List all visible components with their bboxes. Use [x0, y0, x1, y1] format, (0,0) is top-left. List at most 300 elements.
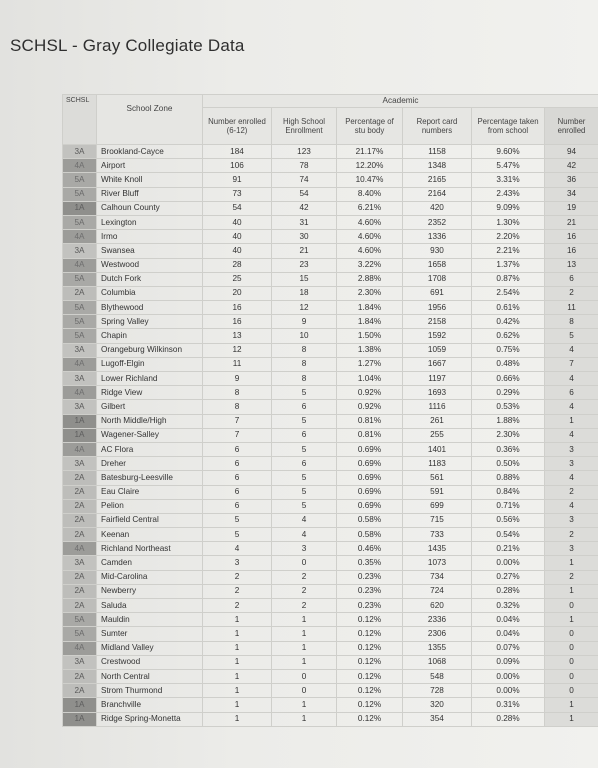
class-cell: 3A: [63, 556, 97, 570]
class-cell: 5A: [63, 315, 97, 329]
hs-enrollment-cell: 3: [272, 542, 337, 556]
school-zone-cell: White Knoll: [97, 173, 203, 187]
percentage-taken-cell: 0.54%: [472, 528, 545, 542]
hs-enrollment-cell: 1: [272, 613, 337, 627]
hs-enrollment-cell: 78: [272, 159, 337, 173]
hs-enrollment-cell: 1: [272, 641, 337, 655]
number-enrolled-cell: 0: [545, 599, 598, 613]
header-high-school-enrollment: High School Enrollment: [272, 108, 337, 145]
number-enrolled-cell: 1: [545, 698, 598, 712]
enrolled-cell: 40: [203, 230, 272, 244]
number-enrolled-cell: 16: [545, 230, 598, 244]
school-zone-cell: Fairfield Central: [97, 513, 203, 527]
school-zone-cell: Westwood: [97, 258, 203, 272]
hs-enrollment-cell: 9: [272, 315, 337, 329]
school-zone-cell: Midland Valley: [97, 641, 203, 655]
number-enrolled-cell: 8: [545, 315, 598, 329]
table-row: [63, 542, 598, 556]
percentage-cell: 0.12%: [337, 613, 403, 627]
class-cell: 2A: [63, 485, 97, 499]
table-row: [63, 457, 598, 471]
school-zone-cell: Mauldin: [97, 613, 203, 627]
enrolled-cell: 1: [203, 712, 272, 726]
report-card-cell: 2306: [403, 627, 472, 641]
class-cell: 2A: [63, 684, 97, 698]
hs-enrollment-cell: 6: [272, 400, 337, 414]
percentage-cell: 0.12%: [337, 698, 403, 712]
percentage-taken-cell: 5.47%: [472, 159, 545, 173]
percentage-cell: 0.69%: [337, 442, 403, 456]
percentage-taken-cell: 2.20%: [472, 230, 545, 244]
report-card-cell: 2352: [403, 215, 472, 229]
enrolled-cell: 2: [203, 584, 272, 598]
class-cell: 2A: [63, 599, 97, 613]
percentage-taken-cell: 0.00%: [472, 556, 545, 570]
percentage-cell: 21.17%: [337, 145, 403, 159]
table-row: [63, 201, 598, 215]
report-card-cell: 561: [403, 471, 472, 485]
hs-enrollment-cell: 2: [272, 570, 337, 584]
percentage-taken-cell: 0.61%: [472, 301, 545, 315]
header-percentage-of-stu-body: Percentage of stu body: [337, 108, 403, 145]
percentage-taken-cell: 0.84%: [472, 485, 545, 499]
percentage-cell: 0.23%: [337, 584, 403, 598]
table-row: [63, 698, 598, 712]
percentage-taken-cell: 2.30%: [472, 428, 545, 442]
table-row: [63, 400, 598, 414]
number-enrolled-cell: 3: [545, 442, 598, 456]
report-card-cell: 420: [403, 201, 472, 215]
percentage-cell: 1.04%: [337, 372, 403, 386]
class-cell: 5A: [63, 215, 97, 229]
number-enrolled-cell: 2: [545, 528, 598, 542]
percentage-cell: 3.22%: [337, 258, 403, 272]
percentage-cell: 0.69%: [337, 471, 403, 485]
class-cell: 4A: [63, 159, 97, 173]
hs-enrollment-cell: 12: [272, 301, 337, 315]
number-enrolled-cell: 0: [545, 641, 598, 655]
enrolled-cell: 1: [203, 655, 272, 669]
school-zone-cell: Wagener-Salley: [97, 428, 203, 442]
class-cell: 5A: [63, 272, 97, 286]
enrolled-cell: 184: [203, 145, 272, 159]
table-row: [63, 471, 598, 485]
school-zone-cell: Branchville: [97, 698, 203, 712]
enrolled-cell: 9: [203, 372, 272, 386]
number-enrolled-cell: 94: [545, 145, 598, 159]
enrolled-cell: 16: [203, 301, 272, 315]
number-enrolled-cell: 2: [545, 570, 598, 584]
report-card-cell: 548: [403, 669, 472, 683]
percentage-taken-cell: 0.32%: [472, 599, 545, 613]
class-cell: 1A: [63, 698, 97, 712]
percentage-taken-cell: 0.88%: [472, 471, 545, 485]
hs-enrollment-cell: 1: [272, 627, 337, 641]
number-enrolled-cell: 16: [545, 244, 598, 258]
percentage-cell: 4.60%: [337, 244, 403, 258]
percentage-taken-cell: 0.48%: [472, 357, 545, 371]
table-row: [63, 258, 598, 272]
table-row: [63, 145, 598, 159]
percentage-cell: 10.47%: [337, 173, 403, 187]
enrolled-cell: 6: [203, 442, 272, 456]
hs-enrollment-cell: 4: [272, 528, 337, 542]
hs-enrollment-cell: 8: [272, 357, 337, 371]
report-card-cell: 1956: [403, 301, 472, 315]
header-academic: Academic: [203, 95, 598, 108]
number-enrolled-cell: 21: [545, 215, 598, 229]
school-zone-cell: Orangeburg Wilkinson: [97, 343, 203, 357]
school-zone-cell: Strom Thurmond: [97, 684, 203, 698]
table-row: [63, 655, 598, 669]
number-enrolled-cell: 4: [545, 471, 598, 485]
percentage-taken-cell: 0.21%: [472, 542, 545, 556]
percentage-taken-cell: 0.04%: [472, 613, 545, 627]
report-card-cell: 728: [403, 684, 472, 698]
header-school-zone: School Zone: [97, 95, 203, 145]
table-row: [63, 712, 598, 726]
class-cell: 4A: [63, 258, 97, 272]
school-zone-cell: Ridge Spring-Monetta: [97, 712, 203, 726]
hs-enrollment-cell: 8: [272, 372, 337, 386]
percentage-cell: 0.81%: [337, 414, 403, 428]
hs-enrollment-cell: 74: [272, 173, 337, 187]
enrolled-cell: 25: [203, 272, 272, 286]
table-row: [63, 301, 598, 315]
report-card-cell: 2165: [403, 173, 472, 187]
number-enrolled-cell: 4: [545, 428, 598, 442]
percentage-taken-cell: 0.53%: [472, 400, 545, 414]
percentage-taken-cell: 0.36%: [472, 442, 545, 456]
school-zone-cell: AC Flora: [97, 442, 203, 456]
percentage-cell: 4.60%: [337, 230, 403, 244]
report-card-cell: 699: [403, 499, 472, 513]
school-zone-cell: Mid-Carolina: [97, 570, 203, 584]
report-card-cell: 1116: [403, 400, 472, 414]
enrolled-cell: 1: [203, 613, 272, 627]
report-card-cell: 255: [403, 428, 472, 442]
number-enrolled-cell: 1: [545, 712, 598, 726]
enrolled-cell: 5: [203, 528, 272, 542]
enrolled-cell: 3: [203, 556, 272, 570]
enrolled-cell: 7: [203, 428, 272, 442]
school-zone-cell: Columbia: [97, 286, 203, 300]
enrolled-cell: 54: [203, 201, 272, 215]
report-card-cell: 2158: [403, 315, 472, 329]
report-card-cell: 261: [403, 414, 472, 428]
table-row: [63, 499, 598, 513]
enrolled-cell: 40: [203, 215, 272, 229]
number-enrolled-cell: 0: [545, 655, 598, 669]
hs-enrollment-cell: 6: [272, 457, 337, 471]
hs-enrollment-cell: 5: [272, 471, 337, 485]
class-cell: 2A: [63, 669, 97, 683]
enrolled-cell: 1: [203, 698, 272, 712]
header-number-enrolled-6-12: Number enrolled (6-12): [203, 108, 272, 145]
percentage-cell: 6.21%: [337, 201, 403, 215]
report-card-cell: 1059: [403, 343, 472, 357]
class-cell: 5A: [63, 173, 97, 187]
enrolled-cell: 40: [203, 244, 272, 258]
enrolled-cell: 2: [203, 599, 272, 613]
report-card-cell: 1355: [403, 641, 472, 655]
enrolled-cell: 4: [203, 542, 272, 556]
enrolled-cell: 6: [203, 457, 272, 471]
number-enrolled-cell: 5: [545, 329, 598, 343]
hs-enrollment-cell: 5: [272, 442, 337, 456]
percentage-cell: 1.84%: [337, 315, 403, 329]
report-card-cell: 320: [403, 698, 472, 712]
percentage-taken-cell: 0.62%: [472, 329, 545, 343]
report-card-cell: 1073: [403, 556, 472, 570]
table-row: [63, 372, 598, 386]
school-zone-cell: Irmo: [97, 230, 203, 244]
number-enrolled-cell: 3: [545, 542, 598, 556]
number-enrolled-cell: 1: [545, 613, 598, 627]
percentage-taken-cell: 0.27%: [472, 570, 545, 584]
hs-enrollment-cell: 18: [272, 286, 337, 300]
school-zone-cell: Newberry: [97, 584, 203, 598]
class-cell: 2A: [63, 570, 97, 584]
class-cell: 3A: [63, 343, 97, 357]
percentage-cell: 0.81%: [337, 428, 403, 442]
number-enrolled-cell: 4: [545, 499, 598, 513]
percentage-taken-cell: 0.00%: [472, 669, 545, 683]
class-cell: 4A: [63, 442, 97, 456]
school-zone-cell: Blythewood: [97, 301, 203, 315]
percentage-cell: 2.30%: [337, 286, 403, 300]
percentage-cell: 0.69%: [337, 485, 403, 499]
hs-enrollment-cell: 5: [272, 485, 337, 499]
percentage-cell: 1.38%: [337, 343, 403, 357]
percentage-taken-cell: 0.87%: [472, 272, 545, 286]
enrolled-cell: 1: [203, 669, 272, 683]
enrolled-cell: 11: [203, 357, 272, 371]
class-cell: 1A: [63, 428, 97, 442]
percentage-cell: 1.50%: [337, 329, 403, 343]
percentage-cell: 0.69%: [337, 499, 403, 513]
table-row: [63, 641, 598, 655]
report-card-cell: 354: [403, 712, 472, 726]
school-zone-cell: Brookland-Cayce: [97, 145, 203, 159]
class-cell: 2A: [63, 528, 97, 542]
hs-enrollment-cell: 5: [272, 499, 337, 513]
class-cell: 4A: [63, 357, 97, 371]
class-cell: 2A: [63, 499, 97, 513]
percentage-taken-cell: 0.28%: [472, 584, 545, 598]
percentage-taken-cell: 0.71%: [472, 499, 545, 513]
number-enrolled-cell: 34: [545, 187, 598, 201]
school-zone-cell: Airport: [97, 159, 203, 173]
report-card-cell: 734: [403, 570, 472, 584]
table-row: [63, 244, 598, 258]
hs-enrollment-cell: 4: [272, 513, 337, 527]
number-enrolled-cell: 4: [545, 343, 598, 357]
number-enrolled-cell: 6: [545, 386, 598, 400]
hs-enrollment-cell: 1: [272, 698, 337, 712]
school-zone-cell: Richland Northeast: [97, 542, 203, 556]
school-zone-cell: Dutch Fork: [97, 272, 203, 286]
class-cell: 2A: [63, 286, 97, 300]
enrolled-cell: 5: [203, 513, 272, 527]
number-enrolled-cell: 7: [545, 357, 598, 371]
percentage-taken-cell: 1.88%: [472, 414, 545, 428]
percentage-taken-cell: 2.54%: [472, 286, 545, 300]
enrolled-cell: 2: [203, 570, 272, 584]
percentage-cell: 0.46%: [337, 542, 403, 556]
number-enrolled-cell: 2: [545, 286, 598, 300]
number-enrolled-cell: 1: [545, 556, 598, 570]
hs-enrollment-cell: 8: [272, 343, 337, 357]
percentage-taken-cell: 9.09%: [472, 201, 545, 215]
percentage-cell: 0.12%: [337, 684, 403, 698]
table-row: [63, 272, 598, 286]
number-enrolled-cell: 0: [545, 669, 598, 683]
hs-enrollment-cell: 21: [272, 244, 337, 258]
report-card-cell: 1435: [403, 542, 472, 556]
percentage-cell: 0.12%: [337, 641, 403, 655]
report-card-cell: 1401: [403, 442, 472, 456]
table-row: [63, 627, 598, 641]
enrolled-cell: 8: [203, 400, 272, 414]
percentage-taken-cell: 0.28%: [472, 712, 545, 726]
hs-enrollment-cell: 0: [272, 669, 337, 683]
hs-enrollment-cell: 10: [272, 329, 337, 343]
hs-enrollment-cell: 0: [272, 684, 337, 698]
enrolled-cell: 91: [203, 173, 272, 187]
class-cell: 2A: [63, 471, 97, 485]
table-row: [63, 599, 598, 613]
hs-enrollment-cell: 123: [272, 145, 337, 159]
table-row: [63, 442, 598, 456]
number-enrolled-cell: 0: [545, 684, 598, 698]
percentage-taken-cell: 0.04%: [472, 627, 545, 641]
school-zone-cell: Crestwood: [97, 655, 203, 669]
percentage-cell: 8.40%: [337, 187, 403, 201]
page-title: SCHSL - Gray Collegiate Data: [10, 36, 245, 55]
percentage-taken-cell: 9.60%: [472, 145, 545, 159]
class-cell: 3A: [63, 372, 97, 386]
hs-enrollment-cell: 2: [272, 584, 337, 598]
table-row: [63, 485, 598, 499]
percentage-cell: 1.27%: [337, 357, 403, 371]
table-row: [63, 428, 598, 442]
percentage-taken-cell: 0.56%: [472, 513, 545, 527]
class-cell: 4A: [63, 386, 97, 400]
percentage-taken-cell: 0.07%: [472, 641, 545, 655]
number-enrolled-cell: 19: [545, 201, 598, 215]
hs-enrollment-cell: 1: [272, 712, 337, 726]
report-card-cell: 930: [403, 244, 472, 258]
number-enrolled-cell: 42: [545, 159, 598, 173]
table-row: [63, 230, 598, 244]
class-cell: 4A: [63, 641, 97, 655]
class-cell: 5A: [63, 627, 97, 641]
percentage-taken-cell: 0.50%: [472, 457, 545, 471]
table-row: [63, 343, 598, 357]
enrolled-cell: 16: [203, 315, 272, 329]
class-cell: 1A: [63, 414, 97, 428]
class-cell: 2A: [63, 513, 97, 527]
table-row: [63, 286, 598, 300]
percentage-taken-cell: 0.09%: [472, 655, 545, 669]
class-cell: 4A: [63, 230, 97, 244]
class-cell: 3A: [63, 655, 97, 669]
percentage-taken-cell: 1.30%: [472, 215, 545, 229]
number-enrolled-cell: 36: [545, 173, 598, 187]
report-card-cell: 1197: [403, 372, 472, 386]
percentage-cell: 0.69%: [337, 457, 403, 471]
table-row: [63, 513, 598, 527]
hs-enrollment-cell: 42: [272, 201, 337, 215]
enrolled-cell: 106: [203, 159, 272, 173]
data-table: [62, 94, 598, 727]
school-zone-cell: Saluda: [97, 599, 203, 613]
percentage-taken-cell: 0.66%: [472, 372, 545, 386]
school-zone-cell: Spring Valley: [97, 315, 203, 329]
school-zone-cell: Dreher: [97, 457, 203, 471]
class-cell: 5A: [63, 301, 97, 315]
report-card-cell: 1667: [403, 357, 472, 371]
report-card-cell: 1693: [403, 386, 472, 400]
school-zone-cell: River Bluff: [97, 187, 203, 201]
school-zone-cell: Calhoun County: [97, 201, 203, 215]
percentage-cell: 2.88%: [337, 272, 403, 286]
number-enrolled-cell: 1: [545, 414, 598, 428]
header-number-enrolled: Number enrolled: [545, 108, 598, 145]
table-row: [63, 215, 598, 229]
enrolled-cell: 1: [203, 684, 272, 698]
number-enrolled-cell: 4: [545, 372, 598, 386]
report-card-cell: 1336: [403, 230, 472, 244]
class-cell: 5A: [63, 187, 97, 201]
report-card-cell: 691: [403, 286, 472, 300]
class-cell: 1A: [63, 712, 97, 726]
hs-enrollment-cell: 23: [272, 258, 337, 272]
number-enrolled-cell: 2: [545, 485, 598, 499]
school-zone-cell: Eau Claire: [97, 485, 203, 499]
hs-enrollment-cell: 6: [272, 428, 337, 442]
school-zone-cell: Camden: [97, 556, 203, 570]
percentage-cell: 12.20%: [337, 159, 403, 173]
report-card-cell: 591: [403, 485, 472, 499]
class-cell: 3A: [63, 457, 97, 471]
report-card-cell: 2164: [403, 187, 472, 201]
enrolled-cell: 1: [203, 627, 272, 641]
percentage-cell: 0.58%: [337, 513, 403, 527]
school-zone-cell: Sumter: [97, 627, 203, 641]
header-report-card-numbers: Report card numbers: [403, 108, 472, 145]
enrolled-cell: 13: [203, 329, 272, 343]
class-cell: 5A: [63, 613, 97, 627]
percentage-cell: 0.23%: [337, 599, 403, 613]
table-row: [63, 357, 598, 371]
report-card-cell: 1158: [403, 145, 472, 159]
hs-enrollment-cell: 0: [272, 556, 337, 570]
school-zone-cell: Lexington: [97, 215, 203, 229]
enrolled-cell: 7: [203, 414, 272, 428]
number-enrolled-cell: 3: [545, 457, 598, 471]
table-row: [63, 187, 598, 201]
table-row: [63, 528, 598, 542]
school-zone-cell: Gilbert: [97, 400, 203, 414]
percentage-cell: 0.12%: [337, 627, 403, 641]
report-card-cell: 1592: [403, 329, 472, 343]
school-zone-cell: North Central: [97, 669, 203, 683]
percentage-taken-cell: 0.31%: [472, 698, 545, 712]
table-row: [63, 173, 598, 187]
report-card-cell: 620: [403, 599, 472, 613]
